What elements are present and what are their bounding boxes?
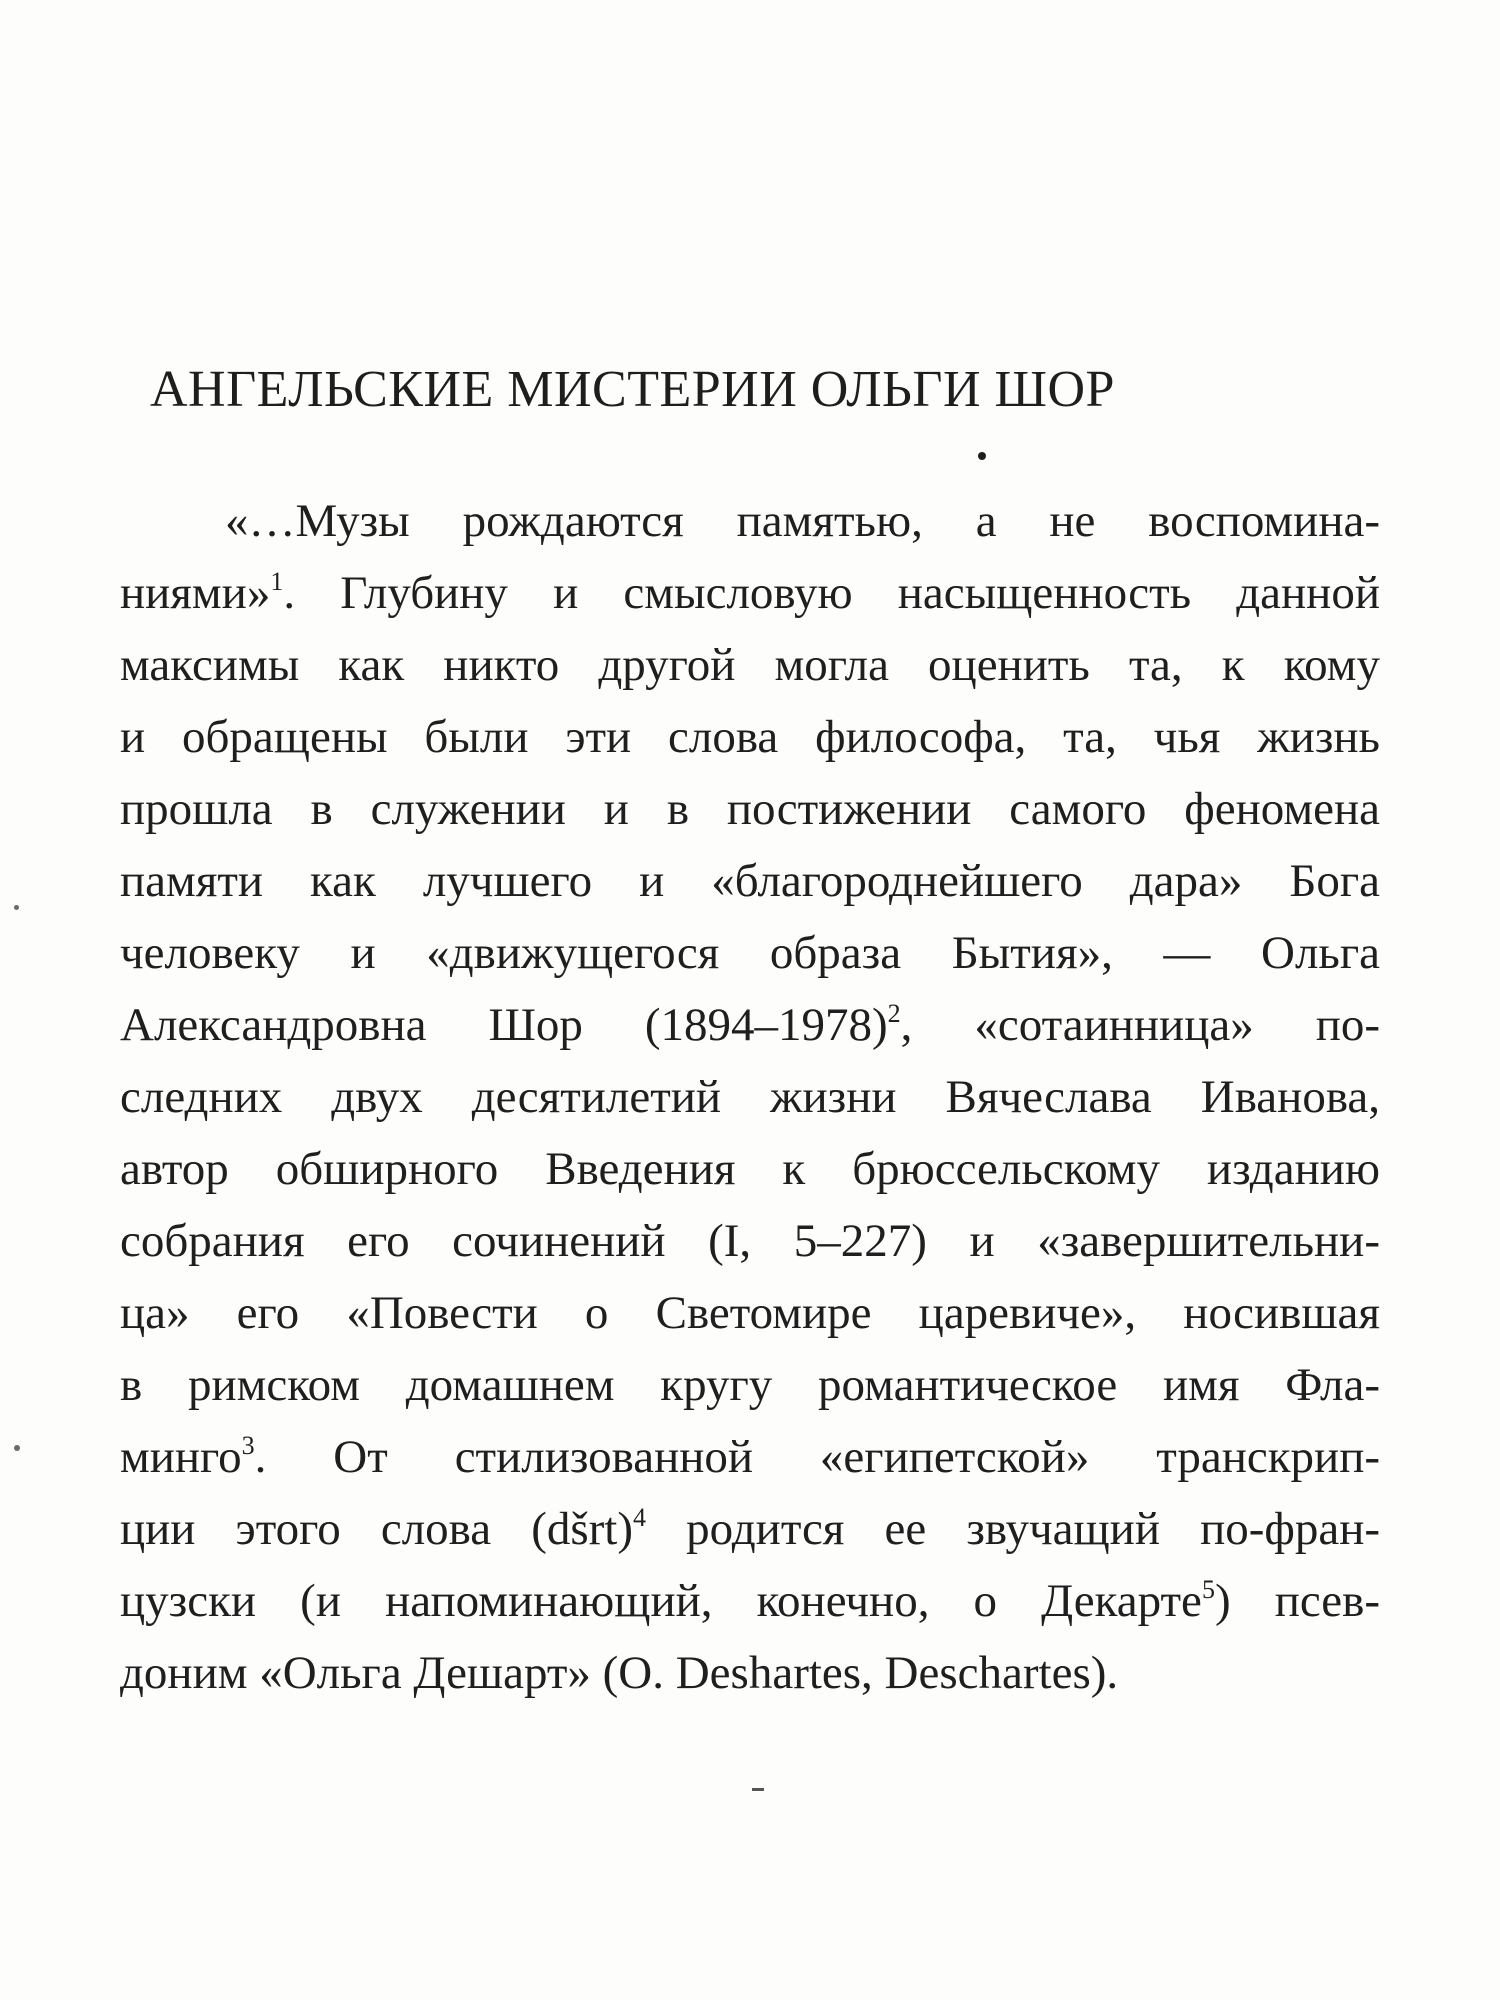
footnote-ref[interactable]: 5 bbox=[1201, 1575, 1215, 1604]
paragraph bbox=[120, 485, 1380, 1709]
footnote-ref[interactable]: 2 bbox=[887, 999, 901, 1028]
text-line: автор обширного Введения к брюссельскому изданию bbox=[120, 1143, 1380, 1195]
text-line: собрания его сочинений (I, 5–227) и «завершительни- bbox=[120, 1215, 1380, 1267]
text-line: человеку и «движущегося образа Бытия», — Ольга bbox=[120, 927, 1380, 979]
chapter-title: АНГЕЛЬСКИЕ МИСТЕРИИ ОЛЬГИ ШОР bbox=[150, 361, 1115, 418]
paper-mark bbox=[752, 1788, 764, 1791]
footnote-ref[interactable]: 1 bbox=[270, 567, 284, 596]
text-line: следних двух десятилетий жизни Вячеслава Иванова, bbox=[120, 1071, 1380, 1123]
text-line: ции этого слова (dšrt)$^4$ родится ее звучащий по-фран- bbox=[120, 1503, 1381, 1555]
text-line: минго$^3$. От стилизованной «египетской» транскрип- bbox=[120, 1431, 1380, 1483]
footnote-ref[interactable]: 4 bbox=[633, 1503, 647, 1532]
title-ornament-dot bbox=[978, 452, 986, 460]
text-line: доним «Ольга Дешарт» (O. Deshartes, Deschartes). bbox=[120, 1647, 1119, 1699]
text-line: цузски (и напоминающий, конечно, о Декарте$^5$) псев- bbox=[120, 1575, 1380, 1627]
text-line: «…Музы рождаются памятью, а не воспомина- bbox=[225, 495, 1380, 547]
text-line: и обращены были эти слова философа, та, чья жизнь bbox=[120, 711, 1380, 763]
text-line: прошла в служении и в постижении самого феномена bbox=[120, 783, 1380, 835]
text-line: ца» его «Повести о Светомире царевиче», носившая bbox=[120, 1287, 1380, 1339]
text-line: ниями»$^1$. Глубину и смысловую насыщенность данной bbox=[120, 567, 1380, 619]
text-line: Александровна Шор (1894–1978)$^2$, «сотаинница» по- bbox=[120, 999, 1380, 1051]
paper-speck bbox=[14, 905, 19, 910]
text-line: максимы как никто другой могла оценить та, к кому bbox=[120, 639, 1380, 691]
text-line: памяти как лучшего и «благороднейшего дара» Бога bbox=[120, 855, 1380, 907]
footnote-ref[interactable]: 3 bbox=[241, 1431, 255, 1460]
paper-speck bbox=[14, 1445, 20, 1451]
text-line: в римском домашнем кругу романтическое имя Фла- bbox=[120, 1359, 1380, 1411]
